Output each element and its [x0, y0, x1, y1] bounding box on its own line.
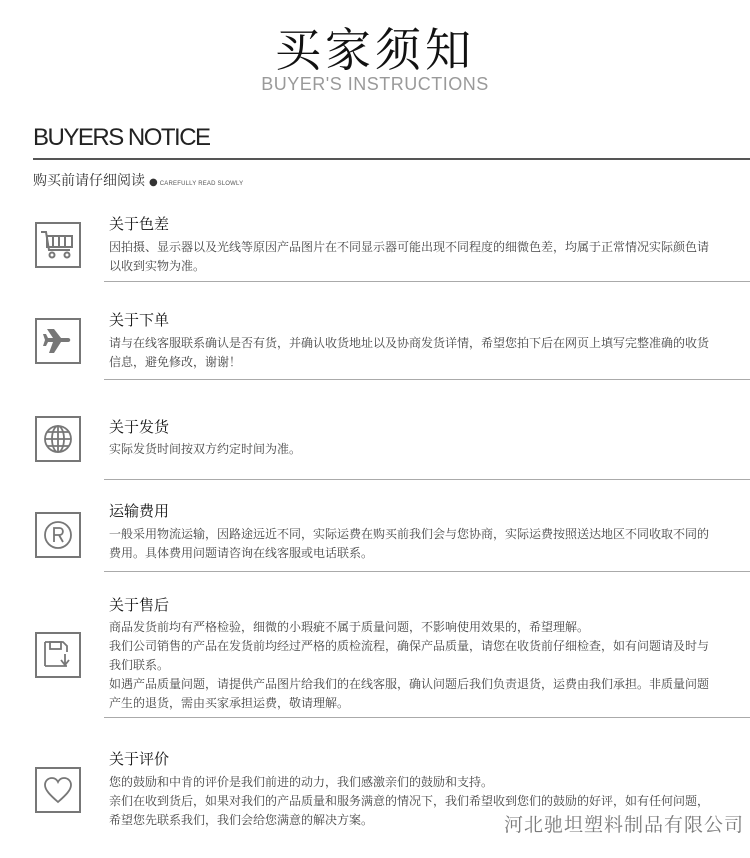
- section-divider: [104, 379, 750, 380]
- globe-icon: [35, 416, 81, 462]
- bullet-dot: ●: [149, 177, 158, 188]
- section-divider: [104, 717, 750, 718]
- notice-subtitle-cn: 购买前请仔细阅读: [33, 173, 145, 189]
- section-paragraph: 商品发货前均有严格检验，细微的小瑕疵不属于质量问题，不影响使用效果的，希望理解。: [109, 620, 590, 634]
- section-paragraph: 亲们在收到货后，如果对我们的产品质量和服务满意的情况下，我们希望收到您们的鼓励的好评，如有任何问题，希望您先联系我们，我们会给您满意的解决方案。: [109, 794, 710, 827]
- registered-icon: [35, 512, 81, 558]
- section-title: 关于售后: [109, 596, 170, 614]
- section-title: 运输费用: [109, 502, 170, 520]
- section-body: [109, 334, 719, 372]
- section-title: 关于发货: [109, 418, 170, 436]
- save-download-icon: [35, 632, 81, 678]
- page-subtitle-en: BUYER'S INSTRUCTIONS: [261, 74, 489, 94]
- section-paragraph: 如遇产品质量问题，请提供产品图片给我们的在线客服，确认问题后我们负责退货，运费由我们承担。非质量问题产生的退货，需由买家承担运费，敬请理解。: [109, 677, 710, 710]
- section-title: 关于色差: [109, 215, 170, 233]
- notice-heading: BUYERS NOTICE: [33, 124, 210, 151]
- section-divider: [104, 281, 750, 282]
- section-title: 关于评价: [109, 750, 170, 768]
- section-body: [109, 618, 719, 713]
- section-divider: [104, 571, 750, 572]
- heart-icon: [35, 767, 81, 813]
- page-title: 买家须知: [275, 23, 475, 77]
- notice-subtitle-en: CAREFULLY READ SLOWLY: [159, 181, 244, 187]
- section-paragraph: 实际发货时间按双方约定时间为准。: [109, 442, 302, 456]
- notice-subtitle: [33, 170, 243, 190]
- section-paragraph: 一般采用物流运输，因路途远近不同，实际运费在购买前我们会与您协商，实际运费按照送达地区不同收取不同的费用。具体费用问题请咨询在线客服或电话联系。: [109, 527, 710, 560]
- section-paragraph: 我们公司销售的产品在发货前均经过严格的质检流程，确保产品质量，请您在收货前仔细检查，如有问题请及时与我们联系。: [109, 639, 710, 672]
- section-divider: [104, 479, 750, 480]
- airplane-icon: [35, 318, 81, 364]
- section-paragraph: 您的鼓励和中肯的评价是我们前进的动力，我们感激亲们的鼓励和支持。: [109, 775, 494, 789]
- shopping-cart-icon: [35, 222, 81, 268]
- notice-divider: [33, 158, 750, 160]
- section-paragraph: 请与在线客服联系确认是否有货，并确认收货地址以及协商发货详情，希望您拍下后在网页上填写完整准确的收货信息，避免修改，谢谢！: [109, 336, 710, 369]
- company-watermark: 河北驰坦塑料制品有限公司: [503, 814, 744, 836]
- section-body: [109, 238, 719, 276]
- section-body: [109, 525, 719, 563]
- section-body: [109, 440, 719, 459]
- section-paragraph: 因拍摄、显示器以及光线等原因产品图片在不同显示器可能出现不同程度的细微色差，均属于正常情况实际颜色请以收到实物为准。: [109, 240, 710, 273]
- section-title: 关于下单: [109, 311, 170, 329]
